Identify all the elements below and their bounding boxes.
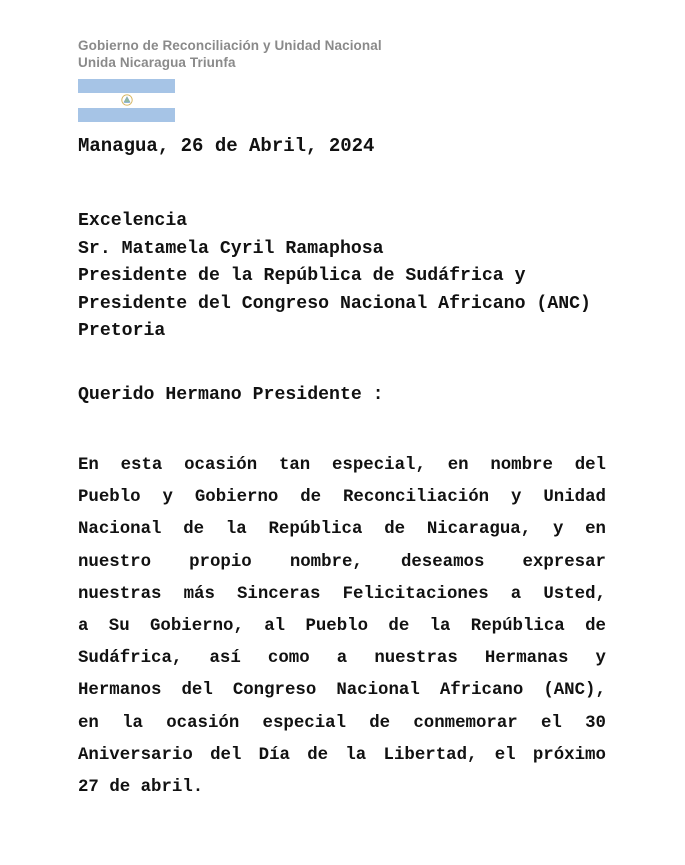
body-word: al [264, 617, 286, 637]
body-word: esta [120, 456, 163, 475]
recipient-name: Sr. Matamela Cyril Ramaphosa [78, 238, 384, 259]
letter-date: Managua, 26 de Abril, 2024 [78, 135, 375, 157]
body-word: República [268, 520, 363, 540]
body-word: 27 [78, 778, 110, 798]
body-word: República [470, 617, 565, 637]
body-line [78, 772, 606, 804]
body-word: conmemorar [413, 713, 518, 733]
body-word: expresar [522, 552, 606, 572]
body-word: de [388, 617, 410, 637]
body-word: Reconciliación [343, 488, 490, 508]
body-word: nombre, [289, 552, 363, 572]
body-word: propio [189, 552, 252, 572]
body-word: Libertad, [383, 745, 478, 765]
body-word: y [162, 488, 173, 508]
body-line [78, 450, 606, 482]
body-word: de [300, 488, 322, 508]
letterhead-government-name: Gobierno de Reconciliación y Unidad Nacional [78, 38, 382, 53]
body-word: más [183, 584, 215, 604]
body-word: y [595, 649, 606, 669]
body-word: ocasión [166, 713, 240, 733]
letterhead-slogan: Unida Nicaragua Triunfa [78, 55, 236, 70]
coat-of-arms-icon [120, 94, 134, 106]
body-word: nuestras [374, 649, 458, 669]
body-word: Sudáfrica, [78, 649, 183, 669]
salutation: Querido Hermano Presidente : [78, 385, 384, 405]
body-word: el [494, 745, 516, 765]
body-word: en [585, 520, 606, 540]
body-word: Su [108, 617, 130, 637]
body-word: ocasión [184, 456, 258, 475]
body-word: así [209, 649, 241, 669]
body-word: Nacional [336, 681, 420, 701]
body-word: nuestro [78, 552, 152, 572]
nicaragua-flag-icon [78, 79, 175, 122]
body-word: Sinceras [237, 584, 321, 604]
body-word: de [585, 617, 606, 637]
body-word: tan [278, 456, 311, 475]
body-word: a [336, 649, 348, 669]
body-word: a [510, 584, 522, 604]
body-word: en [78, 713, 99, 733]
body-word: la [429, 617, 451, 637]
body-word: Africano [439, 681, 524, 701]
letter-body [78, 450, 606, 804]
body-word: 30 [585, 713, 606, 733]
body-word: (ANC), [543, 681, 606, 701]
recipient-city: Pretoria [78, 321, 166, 341]
body-word: del [574, 456, 606, 475]
body-word: Hermanas [484, 649, 569, 669]
body-word: en [447, 456, 469, 475]
body-line [78, 675, 606, 707]
body-word: del [181, 681, 213, 701]
body-word: la [345, 745, 367, 765]
body-word: de [183, 520, 205, 540]
recipient-position-1: Presidente de la República de Sudáfrica y [78, 266, 526, 286]
body-line [78, 643, 606, 675]
recipient-title: Excelencia [78, 211, 188, 231]
body-word: la [225, 520, 247, 540]
body-word: Congreso [232, 681, 317, 701]
body-word: deseamos [400, 552, 485, 572]
body-word: especial [262, 713, 347, 733]
body-word: nuestras [78, 584, 162, 604]
body-line [78, 708, 606, 740]
body-word: el [540, 713, 562, 733]
recipient-position-2: Presidente del Congreso Nacional Africano (ANC) [78, 293, 591, 314]
body-word: Pueblo [78, 488, 141, 508]
body-line [78, 579, 606, 611]
flag-bottom-band [78, 108, 175, 122]
body-word: y [552, 520, 564, 540]
body-word: En [78, 456, 99, 475]
body-word: próximo [532, 745, 606, 765]
body-word: Aniversario [78, 745, 193, 765]
body-line [78, 482, 606, 514]
body-line [78, 547, 606, 579]
body-word: como [267, 649, 310, 669]
body-word: Hermanos [78, 681, 162, 701]
body-word: Nicaragua, [426, 520, 532, 540]
body-word: Pueblo [305, 617, 369, 637]
body-word: Gobierno [194, 488, 279, 508]
body-word: abril. [140, 778, 204, 798]
body-word: nombre [490, 456, 553, 475]
body-line [78, 514, 606, 546]
body-word: del [210, 745, 242, 765]
body-word: Felicitaciones [342, 584, 489, 604]
body-word: Día [258, 745, 290, 765]
body-word: Usted, [543, 584, 606, 604]
recipient-block [78, 208, 591, 346]
body-word: de [369, 713, 391, 733]
body-word: de [307, 745, 329, 765]
body-word: la [122, 713, 143, 733]
body-word: de [384, 520, 406, 540]
body-word: especial, [332, 456, 426, 475]
body-word: Unidad [543, 488, 606, 508]
letterhead [78, 37, 382, 71]
body-line [78, 740, 606, 772]
body-line [78, 611, 606, 643]
body-word: de [109, 778, 141, 798]
flag-top-band [78, 79, 175, 93]
body-word: y [511, 488, 522, 508]
body-word: Nacional [78, 520, 162, 540]
body-word: Gobierno, [149, 617, 244, 637]
body-word: a [78, 617, 89, 637]
